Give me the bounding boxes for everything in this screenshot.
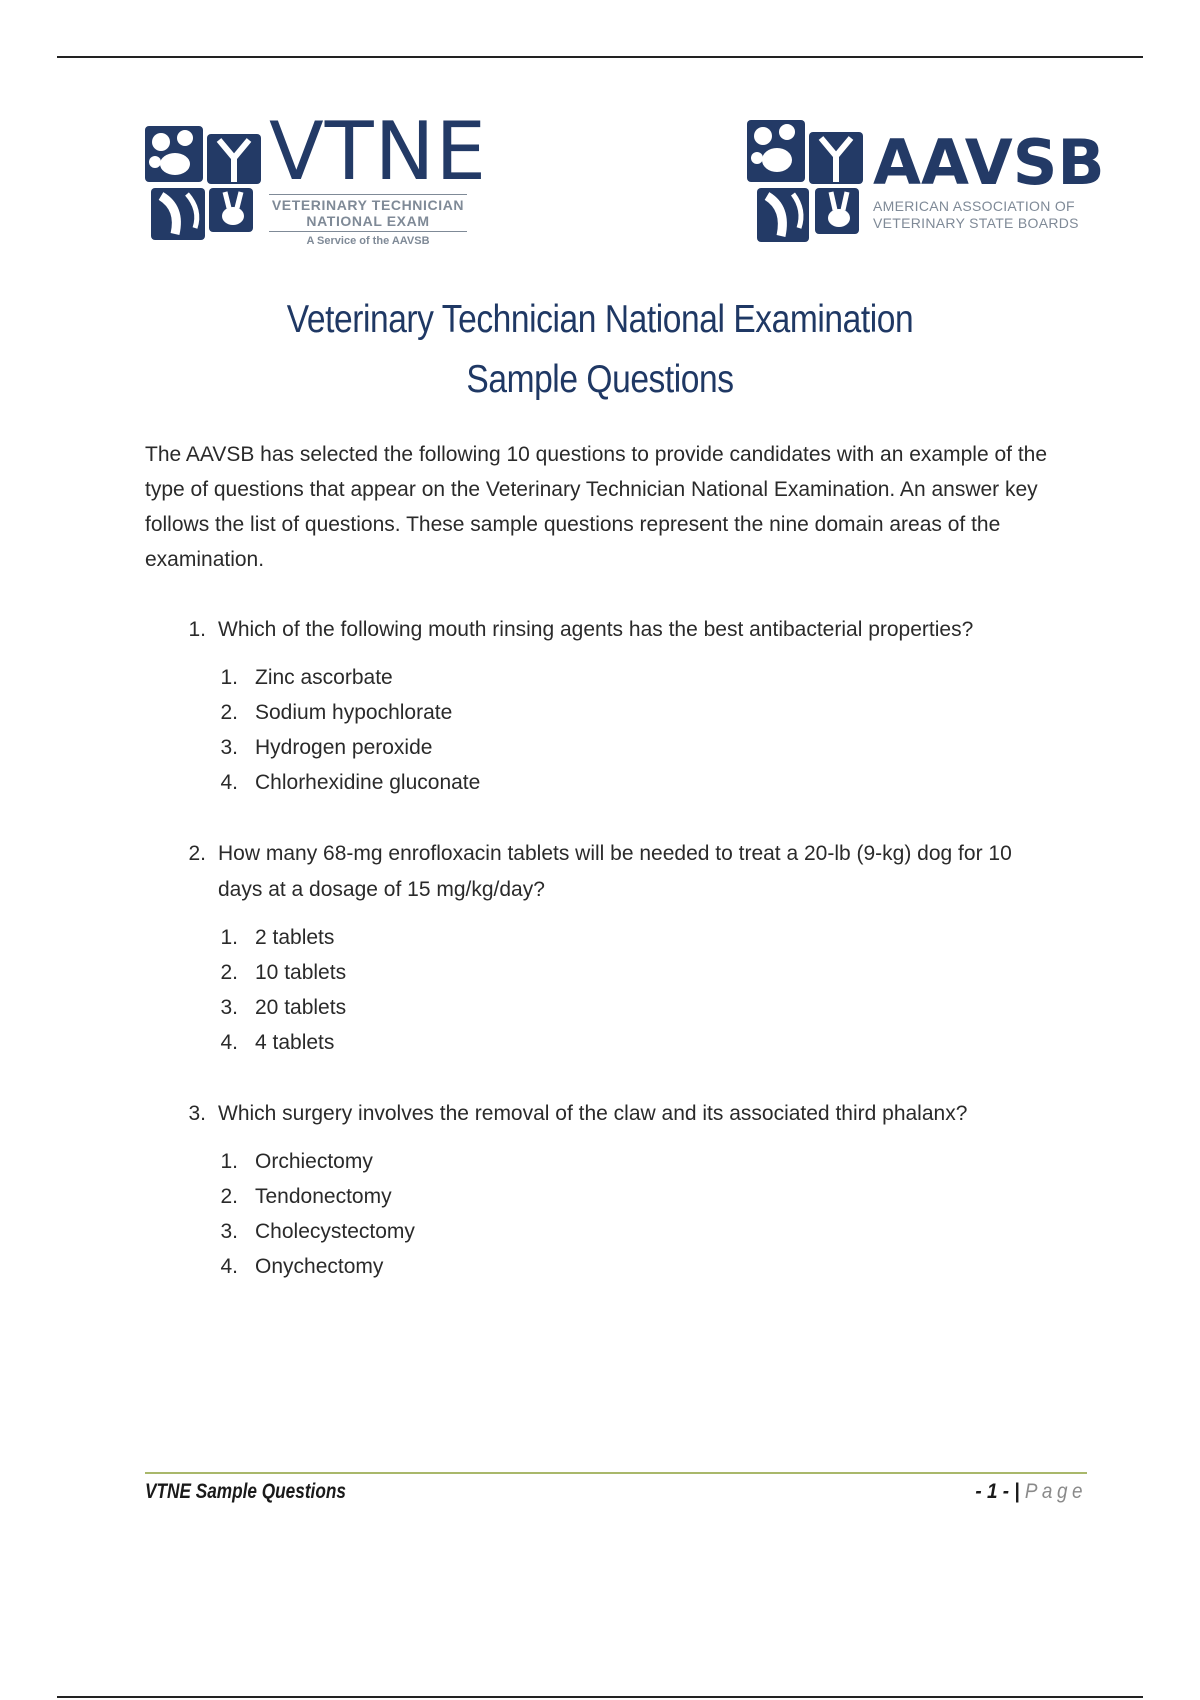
question-1 (145, 612, 1105, 800)
answer-option (145, 660, 1105, 695)
answer-option (145, 1179, 1105, 1214)
option-text: 10 tablets (255, 961, 347, 984)
vtne-subtitle-line2: NATIONAL EXAM (306, 213, 430, 229)
option-text: Onychectomy (255, 1255, 384, 1278)
option-number: 4. (220, 1255, 238, 1278)
option-number: 1. (220, 926, 238, 949)
option-number: 1. (220, 1150, 238, 1173)
option-number: 3. (220, 1220, 238, 1243)
aavsb-subtitle-line2: VETERINARY STATE BOARDS (873, 215, 1079, 231)
vtne-wordmark: VTNE (269, 105, 487, 198)
answer-option (145, 730, 1105, 765)
question-text: Which of the following mouth rinsing agents has the best antibacterial properties? (218, 618, 974, 641)
vtne-subtitle (269, 194, 467, 232)
question-text: Which surgery involves the removal of the claw and its associated third phalanx? (218, 1102, 968, 1125)
question-3 (145, 1096, 1105, 1284)
vtne-subtitle-line1: VETERINARY TECHNICIAN (271, 197, 465, 213)
option-number: 4. (220, 771, 238, 794)
aavsb-subtitle (873, 198, 1105, 232)
page-title: Veterinary Technician National Examination (286, 298, 914, 341)
intro-paragraph: The AAVSB has selected the following 10 questions to provide candidates with an example of the type of questions that appear on the Veterinary Technician National Examination. An answer key follows the list of questions. These sample questions represent the nine domain areas of the examination. (145, 443, 1048, 571)
page-label: Page (1024, 1480, 1087, 1503)
question-number: 1. (188, 618, 206, 641)
question-text: How many 68-mg enrofloxacin tablets will be needed to treat a 20-lb (9-kg) dog for 10 days at a dosage of 15 mg/kg/day? (218, 842, 1012, 901)
aavsb-wordmark: AAVSB (873, 126, 1105, 199)
option-number: 3. (220, 736, 238, 759)
option-text: 2 tablets (255, 926, 335, 949)
page-number (975, 1480, 1087, 1504)
answer-option (145, 695, 1105, 730)
option-number: 2. (220, 701, 238, 724)
page-number-value: - 1 - (975, 1480, 1010, 1503)
question-number: 2. (188, 842, 206, 865)
option-text: 20 tablets (255, 996, 347, 1019)
animal-tiles-icon (145, 118, 263, 244)
vtne-logo (145, 105, 487, 247)
option-text: Hydrogen peroxide (255, 736, 433, 759)
option-text: Zinc ascorbate (255, 666, 393, 689)
answer-options (145, 660, 1105, 800)
footer-rule (145, 1472, 1087, 1474)
animal-tiles-icon (747, 118, 865, 244)
answer-options (145, 1144, 1105, 1284)
option-number: 2. (220, 1185, 238, 1208)
answer-option (145, 1144, 1105, 1179)
question-number: 3. (188, 1102, 206, 1125)
option-text: Chlorhexidine gluconate (255, 771, 481, 794)
top-rule (57, 56, 1143, 58)
aavsb-subtitle-line1: AMERICAN ASSOCIATION OF (873, 198, 1075, 214)
option-text: Sodium hypochlorate (255, 701, 453, 724)
answer-option (145, 920, 1105, 955)
option-text: Tendonectomy (255, 1185, 392, 1208)
question-2 (145, 836, 1105, 1060)
option-number: 3. (220, 996, 238, 1019)
answer-option (145, 1214, 1105, 1249)
page-separator: | (1014, 1480, 1020, 1503)
vtne-tagline: A Service of the AAVSB (306, 235, 430, 247)
answer-option (145, 1025, 1105, 1060)
page-subtitle: Sample Questions (466, 358, 734, 401)
aavsb-logo (747, 118, 1105, 244)
answer-options (145, 920, 1105, 1060)
answer-option (145, 1249, 1105, 1284)
option-text: Cholecystectomy (255, 1220, 415, 1243)
answer-option (145, 765, 1105, 800)
option-text: Orchiectomy (255, 1150, 373, 1173)
option-number: 1. (220, 666, 238, 689)
option-number: 4. (220, 1031, 238, 1054)
answer-option (145, 990, 1105, 1025)
option-text: 4 tablets (255, 1031, 335, 1054)
footer-title: VTNE Sample Questions (145, 1480, 346, 1503)
option-number: 2. (220, 961, 238, 984)
bottom-rule (57, 1696, 1143, 1698)
answer-option (145, 955, 1105, 990)
